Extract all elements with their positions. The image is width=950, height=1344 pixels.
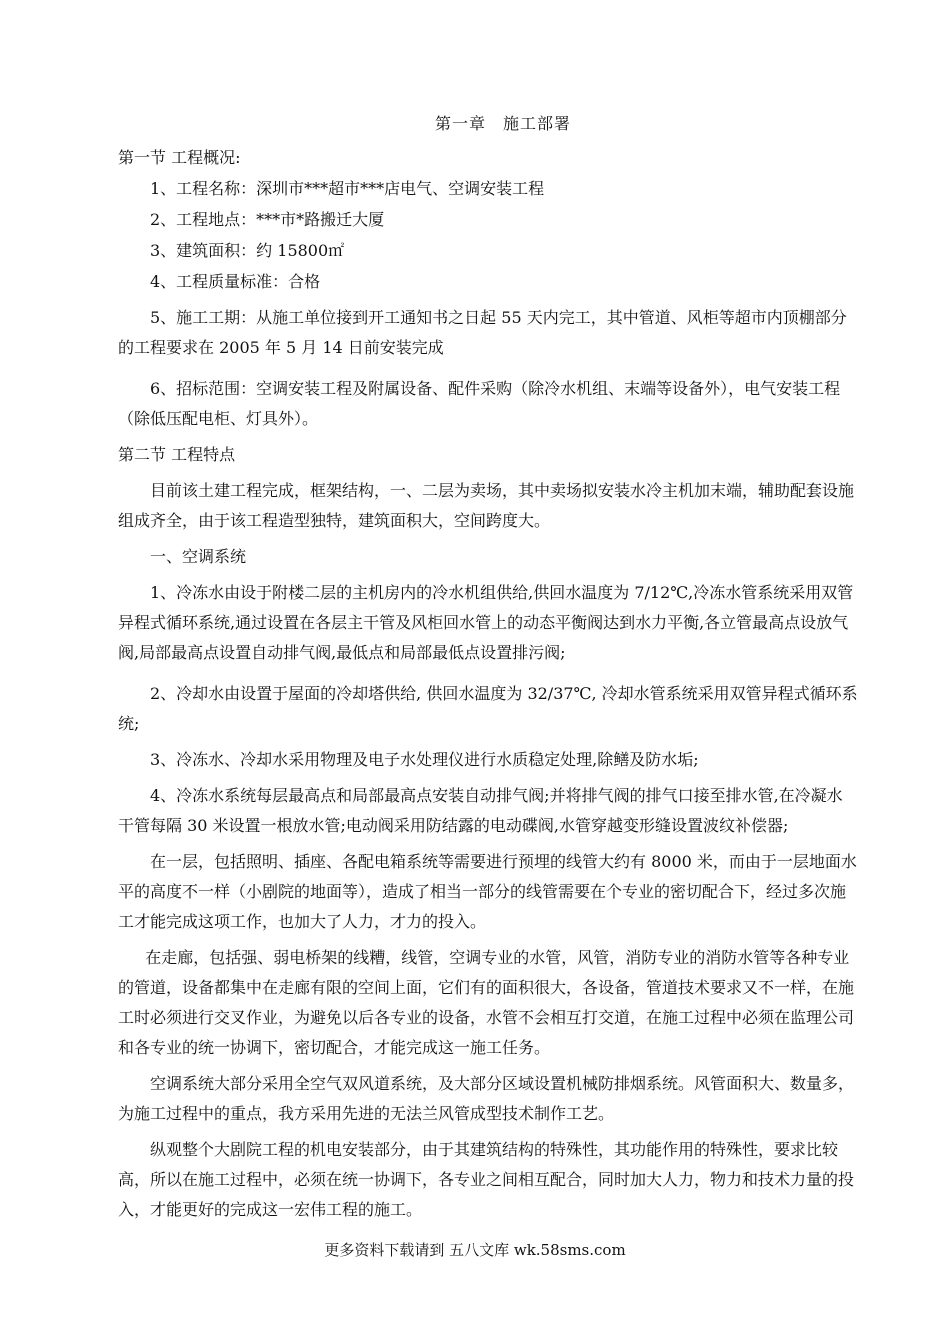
overview-item: 2、工程地点：***市*路搬迁大厦 [150,210,385,229]
overview-item: 3、建筑面积：约 15800㎡ [150,241,345,260]
overview-item: 6、招标范围：空调安装工程及附属设备、配件采购（除冷水机组、末端等设备外），电气安装工程（除低压配电柜、灯具外）。 [118,379,841,428]
overview-item: 4、工程质量标准：合格 [150,272,321,291]
body-paragraph: 纵观整个大剧院工程的机电安装部分，由于其建筑结构的特殊性，其功能作用的特殊性，要求比较高，所以在施工过程中，必须在统一协调下，各专业之间相互配合，同时加大人力，物力和技术力量的投入，才能更好的完成这一宏伟工程的施工。 [118,1140,855,1219]
subsection-title-hvac: 一、空调系统 [150,547,247,566]
body-paragraph: 空调系统大部分采用全空气双风道系统，及大部分区域设置机械防排烟系统。风管面积大、数量多，为施工过程中的重点，我方采用先进的无法兰风管成型技术制作工艺。 [118,1074,855,1123]
body-paragraph: 在走廊，包括强、弱电桥架的线糟，线管，空调专业的水管，风管，消防专业的消防水管等各种专业的管道，设备都集中在走廊有限的空间上面，它们有的面积很大，各设备，管道技术要求又不一样，在施工时必须进行交叉作业，为避免以后各专业的设备，水管不会相互打交道，在施工过程中必须在监理公司和各专业的统一协调下，密切配合，才能完成这一施工任务。 [118,948,855,1057]
hvac-item: 3、冷冻水、冷却水采用物理及电子水处理仪进行水质稳定处理,除鳝及防水垢; [150,750,699,769]
hvac-item: 4、冷冻水系统每层最高点和局部最高点安装自动排气阀;并将排气阀的排气口接至排水管,在冷凝水干管每隔 30 米设置一根放水管;电动阀采用防结露的电动碟阀,水管穿越变形缝设置波纹补偿器; [118,786,843,835]
hvac-item: 1、冷冻水由设于附楼二层的主机房内的冷水机组供给,供回水温度为 7/12℃,冷冻水管系统采用双管异程式循环系统,通过设置在各层主干管及风柜回水管上的动态平衡阀达到水力平衡,各立管最高点设放气阀,局部最高点设置自动排气阀,最低点和局部最低点设置排污阀; [118,583,854,662]
hvac-item: 2、冷却水由设置于屋面的冷却塔供给, 供回水温度为 32/37℃, 冷却水管系统采用双管异程式循环系统; [118,684,858,733]
section-title-overview: 第一节 工程概况: [118,148,241,167]
overview-item: 1、工程名称：深圳市***超市***店电气、空调安装工程 [150,179,545,198]
body-paragraph: 在一层，包括照明、插座、各配电箱系统等需要进行预埋的线管大约有 8000 米，而由于一层地面水平的高度不一样（小剧院的地面等），造成了相当一部分的线管需要在个专业的密切配合下，经过多次施工才能完成这项工作，也加大了人力，才力的投入。 [118,852,857,931]
section-title-features: 第二节 工程特点 [118,445,236,464]
overview-item: 5、施工工期：从施工单位接到开工通知书之日起 55 天内完工，其中管道、风柜等超市内顶棚部分的工程要求在 2005 年 5 月 14 日前安装完成 [118,308,847,357]
chapter-title: 第一章 施工部署 [434,114,571,133]
footer-text: 更多资料下载请到 五八文库 wk.58sms.com [324,1241,626,1259]
features-intro: 目前该土建工程完成，框架结构，一、二层为卖场，其中卖场拟安装水冷主机加末端，辅助配套设施组成齐全，由于该工程造型独特，建筑面积大，空间跨度大。 [118,481,855,530]
